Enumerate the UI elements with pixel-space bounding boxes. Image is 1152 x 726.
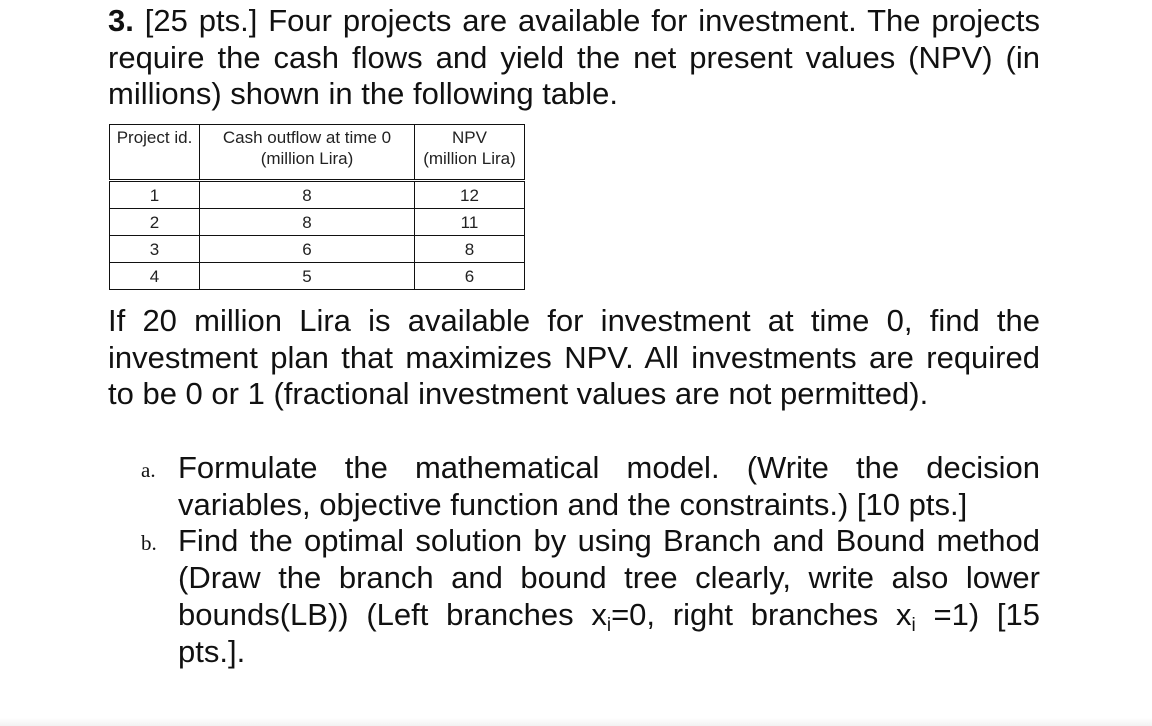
subscript-i: i <box>606 614 612 636</box>
header-cash-outflow <box>200 125 415 181</box>
cell-npv: 8 <box>415 236 525 263</box>
header-npv-line2: (million Lira) <box>423 149 516 168</box>
question-intro <box>108 3 1040 113</box>
cell-cash-outflow: 8 <box>200 181 415 209</box>
question-number: 3. <box>108 3 134 38</box>
cell-project-id: 1 <box>110 181 200 209</box>
cutoff-strip <box>0 718 1152 726</box>
projects-table <box>109 124 525 290</box>
question-intro-text: [25 pts.] Four projects are available for investment. The projects require the cash flows and yield the net present values (NPV) (in millions) shown in the following table. <box>108 3 1040 112</box>
cell-project-id: 3 <box>110 236 200 263</box>
table-row <box>110 236 525 263</box>
cell-cash-outflow: 5 <box>200 263 415 290</box>
header-cash-outflow-line1: Cash outflow at time 0 <box>222 128 392 147</box>
cell-npv: 6 <box>415 263 525 290</box>
header-npv <box>415 125 525 181</box>
part-a-text: Formulate the mathematical model. (Write the decision variables, objective function and the constraints.) [10 pts.] <box>178 450 1040 522</box>
cell-cash-outflow: 6 <box>200 236 415 263</box>
cell-project-id: 2 <box>110 209 200 236</box>
subscript-i: i <box>911 614 916 636</box>
table-row <box>110 263 525 290</box>
header-project-id <box>110 125 200 181</box>
header-cash-outflow-line2: (million Lira) <box>260 149 354 168</box>
header-project-id-label: Project id. <box>116 128 193 147</box>
table-row <box>110 181 525 209</box>
part-b-marker: b. <box>141 531 157 556</box>
question-body: If 20 million Lira is available for investment at time 0, find the investment plan that maximizes NPV. All investments are required to be 0 or 1 (fractional investment values are not permitted). <box>108 303 1040 412</box>
part-b <box>108 523 1040 670</box>
table-header-row <box>110 125 525 181</box>
cell-npv: 12 <box>415 181 525 209</box>
part-b-text-1: Find the optimal solution by using Branch and Bound method (Draw the branch and bound tree clearly, write also lower bounds(LB)) (Left branches x <box>178 523 1040 632</box>
header-npv-line1: NPV <box>452 128 487 147</box>
part-b-text-2: =0, right branches x <box>611 596 912 632</box>
part-b-text-3: =1) [15 pts.]. <box>178 596 1040 669</box>
question-parts <box>108 450 1040 670</box>
cell-project-id: 4 <box>110 263 200 290</box>
cell-cash-outflow: 8 <box>200 209 415 236</box>
table-row <box>110 209 525 236</box>
cell-npv: 11 <box>415 209 525 236</box>
part-a-marker: a. <box>141 458 156 482</box>
part-a <box>108 450 1040 523</box>
